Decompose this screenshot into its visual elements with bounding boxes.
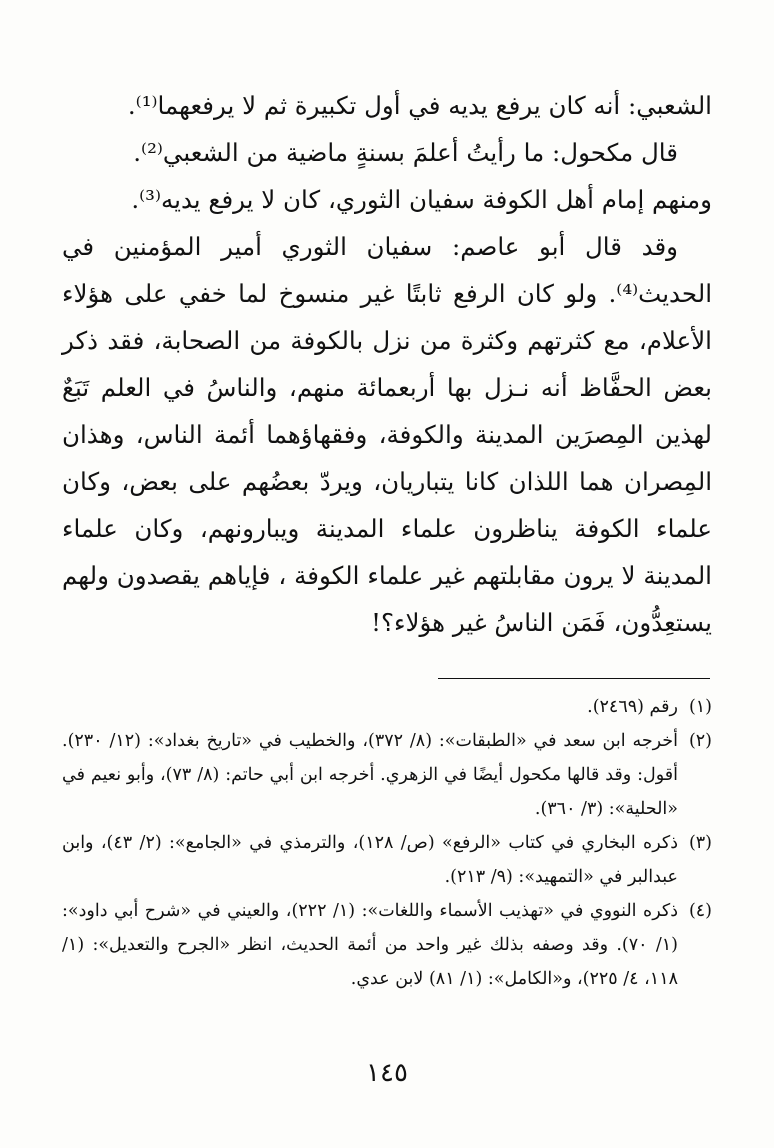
footnote-4 (62, 894, 712, 996)
footnote-text: أخرجه ابن سعد في «الطبقات»: (٨/ ٣٧٢)، والخطيب في «تاريخ بغداد»: (١٢/ ٢٣٠). أقول: وقد قالها مكحول أيضًا في الزهري. أخرجه ابن أبي حاتم: (٨/ ٧٣)، وأبو نعيم في «الحلية»: (٣/ ٣٦٠). (62, 731, 678, 819)
paragraph-2: قال مكحول: ما رأيتُ أعلمَ بسنةٍ ماضية من الشعبي⁽²⁾. (133, 138, 678, 167)
footnote-1 (62, 690, 712, 724)
footnote-separator (438, 678, 710, 679)
paragraph-1: الشعبي: أنه كان يرفع يديه في أول تكبيرة ثم لا يرفعهما⁽¹⁾. (127, 91, 712, 120)
footnote-number: (٢) (688, 731, 712, 751)
main-text (62, 82, 712, 646)
page-number: ١٤٥ (366, 1058, 408, 1088)
footnote-text: رقم (٢٤٦٩). (587, 697, 678, 717)
footnote-2 (62, 724, 712, 826)
footnote-number: (٣) (688, 833, 712, 853)
footnote-number: (١) (688, 697, 712, 717)
paragraph-4: وقد قال أبو عاصم: سفيان الثوري أمير المؤمنين في الحديث⁽⁴⁾. ولو كان الرفع ثابتًا غير منسوخ لما خفي على هؤلاء الأعلام، مع كثرتهم وكثرة من نزل بالكوفة من الصحابة، فقد ذكر بعض الحفَّاظ أنه نـزل بها أربعمائة منهم، والناسُ في العلم تَبَعٌ لهذين المِصرَين المدينة والكوفة، وفقهاؤهما أئمة الناس، وهذان المِصران هما اللذان كانا يتباريان، ويردّ بعضُهم على بعض، وكان علماء الكوفة يناظرون علماء المدينة ويبارونهم، وكان علماء المدينة لا يرون مقابلتهم غير علماء الكوفة ، فإياهم يقصدون ولهم يستعِدُّون، فَمَن الناسُ غير هؤلاء؟! (62, 232, 712, 637)
paragraph-3: ومنهم إمام أهل الكوفة سفيان الثوري، كان لا يرفع يديه⁽³⁾. (131, 185, 712, 214)
footnote-text: ذكره البخاري في كتاب «الرفع» (ص/ ١٢٨)، والترمذي في «الجامع»: (٢/ ٤٣)، وابن عبدالبر في «التمهيد»: (٩/ ٢١٣). (62, 833, 678, 887)
footnotes (62, 690, 712, 996)
footnote-number: (٤) (688, 901, 712, 921)
footnote-3 (62, 826, 712, 894)
footnote-text: ذكره النووي في «تهذيب الأسماء واللغات»: (١/ ٢٢٢)، والعيني في «شرح أبي داود»: (١/ ٧٠). وقد وصفه بذلك غير واحد من أئمة الحديث، انظر «الجرح والتعديل»: (١/ ١١٨، ٤/ ٢٢٥)، و«الكامل»: (١/ ٨١) لابن عدي. (62, 901, 678, 989)
